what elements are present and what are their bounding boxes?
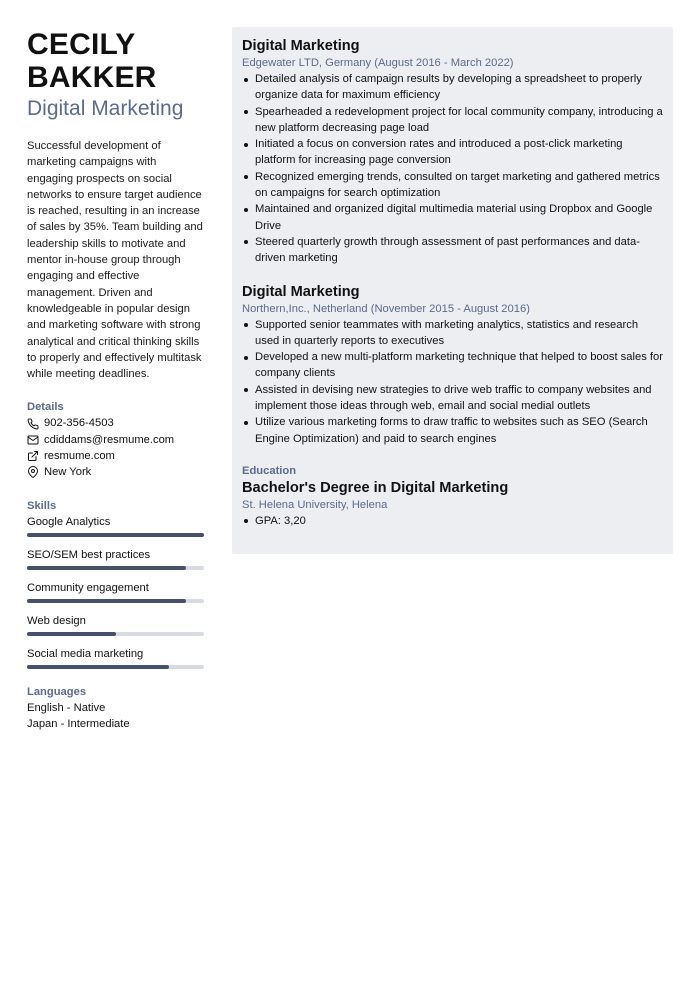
location-pin-icon — [27, 466, 39, 478]
detail-website-text[interactable]: resmume.com — [44, 450, 115, 463]
job-title: Digital Marketing — [242, 283, 360, 300]
skill-level-bar — [27, 632, 204, 636]
detail-email-text[interactable]: cdiddams@resmume.com — [44, 433, 175, 446]
list-item: Assisted in devising new strategies to drive web traffic to company websites and implement those ideas through web, email and social medial outlets — [255, 382, 663, 415]
skill-name: Web design — [27, 614, 86, 627]
job-role-title: Digital Marketing — [27, 97, 184, 120]
experience-entry — [242, 283, 663, 447]
skill-name: SEO/SEM best practices — [27, 548, 151, 561]
skill-level-fill — [27, 665, 169, 669]
first-name: CECILY — [27, 28, 136, 61]
details-heading: Details — [27, 401, 64, 414]
main-panel — [232, 27, 673, 554]
detail-location — [27, 464, 205, 480]
education-section — [242, 463, 663, 529]
list-item: Spearheaded a redevelopment project for local community company, introducing a new platform decreasing page load — [255, 104, 663, 137]
profile-summary: Successful development of marketing campaigns with engaging prospects on social networks to ensure target audience is reached, resulting in an increase of sales by 35%. Team building and leadership skills to motivate and mentor in-house group through engaging and effective management. Driven and knowledgeable in popular design and marketing software with strong analytical and critical thinking skills to properly and effectively multitask while meeting deadlines. — [27, 140, 203, 381]
external-link-icon — [27, 450, 39, 462]
skill-level-fill — [27, 533, 204, 537]
language-item: English - Native — [27, 701, 106, 714]
mail-icon — [27, 434, 39, 446]
last-name: BAKKER — [27, 61, 157, 94]
skill-level-fill — [27, 566, 186, 570]
skill-item — [27, 547, 205, 570]
list-item: Initiated a focus on conversion rates and introduced a post-click marketing platform for increasing page conversion — [255, 136, 663, 169]
detail-phone — [27, 415, 205, 431]
job-title: Digital Marketing — [242, 38, 360, 54]
skill-level-bar — [27, 533, 204, 537]
detail-email — [27, 432, 205, 448]
detail-phone-text: 902-356-4503 — [44, 417, 114, 430]
list-item: Utilize various marketing forms to draw traffic to websites such as SEO (Search Engine Optimization) and paid to search engines — [255, 414, 663, 447]
skill-level-bar — [27, 665, 204, 669]
skill-name: Google Analytics — [27, 515, 111, 528]
list-item: Developed a new multi-platform marketing technique that helped to boost sales for company clients — [255, 349, 663, 382]
skill-level-bar — [27, 566, 204, 570]
education-heading: Education — [242, 464, 297, 477]
language-item: Japan - Intermediate — [27, 717, 130, 730]
details-section — [27, 399, 205, 480]
languages-heading: Languages — [27, 685, 87, 698]
detail-location-text: New York — [44, 466, 92, 479]
list-item: Detailed analysis of campaign results by developing a spreadsheet to properly organize data for maximum efficiency — [255, 71, 663, 104]
skill-name: Social media marketing — [27, 647, 144, 660]
job-bullets — [242, 317, 663, 447]
list-item: Supported senior teammates with marketing analytics, statistics and research used in quarterly reports to executives — [255, 317, 663, 350]
skill-level-fill — [27, 632, 116, 636]
skill-item — [27, 580, 205, 603]
sidebar — [27, 28, 205, 732]
job-company-dates: Edgewater LTD, Germany (August 2016 - March 2022) — [242, 57, 514, 69]
list-item: Steered quarterly growth through assessment of past performances and data-driven marketing — [255, 234, 663, 267]
languages-section — [27, 684, 205, 733]
education-degree: Bachelor's Degree in Digital Marketing — [242, 479, 509, 496]
list-item: Maintained and organized digital multimedia material using Dropbox and Google Drive — [255, 201, 663, 234]
skill-item — [27, 613, 205, 636]
phone-icon — [27, 418, 39, 430]
skills-heading: Skills — [27, 499, 57, 512]
skill-level-fill — [27, 599, 186, 603]
skill-item — [27, 646, 205, 669]
job-company-dates: Northern,Inc., Netherland (November 2015 - August 2016) — [242, 302, 530, 315]
list-item: Recognized emerging trends, consulted on target marketing and gathered metrics on campaigns for search optimization — [255, 169, 663, 202]
education-school: St. Helena University, Helena — [242, 498, 388, 511]
detail-website — [27, 448, 205, 464]
skill-name: Community engagement — [27, 581, 149, 594]
experience-entry — [242, 37, 663, 267]
job-bullets — [242, 71, 663, 267]
skill-level-bar — [27, 599, 204, 603]
skill-item — [27, 514, 205, 537]
skills-section — [27, 498, 205, 669]
education-bullets — [242, 513, 663, 529]
list-item: GPA: 3,20 — [255, 513, 663, 529]
